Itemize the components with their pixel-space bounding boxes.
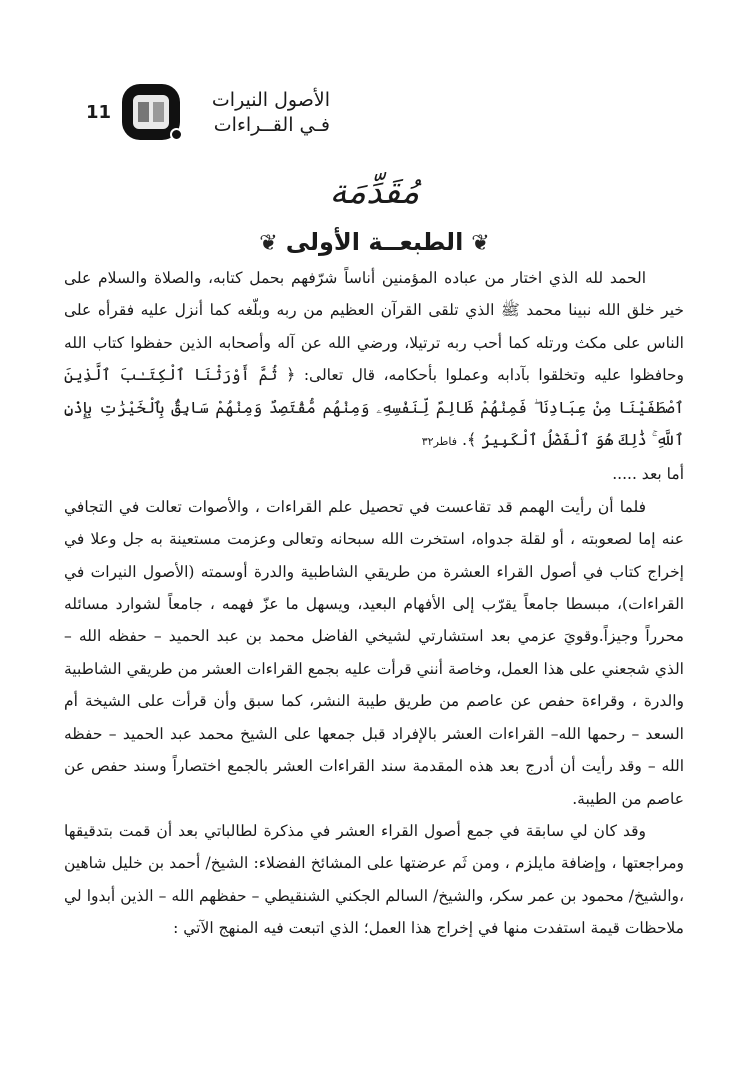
- verse-reference: فاطر٣٢: [421, 435, 458, 449]
- section-heading: مُقَدِّمَة: [329, 172, 420, 212]
- page-body: [64, 262, 684, 945]
- amma-baad-paragraph: أما بعد .....: [612, 465, 684, 484]
- book-title-line1: الأصول النيرات: [211, 89, 330, 111]
- book-title: [185, 88, 330, 138]
- book-logo-icon: [122, 84, 180, 140]
- page-header: [70, 78, 330, 148]
- edition-label: الطبعــة الأولى: [285, 228, 464, 256]
- ornament-right-icon: ❦: [471, 231, 490, 256]
- ornament-left-icon: ❦: [259, 231, 278, 256]
- quran-verse: ﴿ ثُمَّ أَوْرَثْنَا ٱلْكِتَـٰبَ ٱلَّذِينَ ٱصْطَفَيْنَا مِنْ عِبَادِنَا ۖ فَمِنْهُمْ ظَالِمٌ لِّنَفْسِهِۦ وَمِنْهُم مُّقْتَصِدٌ وَمِنْهُمْ سَابِقٌۢ بِٱلْخَيْرَٰتِ بِإِذْنِ ٱللَّهِ ۚ ذَٰلِكَ هُوَ ٱلْفَضْلُ ٱلْكَبِيرُ ﴾.: [64, 365, 684, 450]
- edition-heading: [0, 228, 749, 256]
- intro-paragraph: [64, 262, 684, 458]
- method-paragraph: وقد كان لي سابقة في جمع أصول القراء العشر في مذكرة لطالباتي بعد أن قمت بتدقيقها ومراجعتها ، وإضافة مايلزم ، ومن ثَم عرضتها على المشائخ الفضلاء: الشيخ/ أحمد بن خليل شاهين ،والشيخ/ محمود بن عمر سكر، والشيخ/ السالم الجكني الشنقيطي – حفظهم الله – الذين أبدوا لي ملاحظات قيمة استفدت منها في إخراج هذا العمل؛ الذي اتبعت فيه المنهج الآتي :: [64, 821, 684, 938]
- motivation-paragraph: فلما أن رأيت الهمم قد تقاعست في تحصيل علم القراءات ، والأصوات تعالت في التجافي عنه إما لصعوبته ، أو لقلة جدواه، استخرت الله سبحانه وتعالى وعزمت مستعينة به جل وعلا في إخراج كتاب في أصول القراء العشرة من طريقي الشاطبية والدرة أوسمته (الأصول النيرات في القراءات)، مبسطا جامعاً يقرّب إلى الأفهام البعيد، ويسهل ما عزّ فهمه ، جامعاً لشوارد مسائله محرراً وجيزاً.وقويَ عزمي بعد استشارتي لشيخي الفاضل محمد بن عبد الحميد – حفظه الله – الذي شجعني على هذا العمل، وخاصة أنني قرأت عليه بجمع القراءات العشر من طريقي الشاطبية والدرة ، وقراءة حفص عن عاصم من طريق طيبة النشر، كما سبق وأن قرأت على الشيخة أم السعد – رحمها الله– القراءات العشر بالإفراد قبل جمعها على الشيخ محمد عبد الحميد – حفظه الله – وقد رأيت أن أدرج بعد هذه المقدمة سند القراءات العشر بالجمع اختصاراً وسند حفص عن عاصم من الطيبة.: [64, 497, 684, 808]
- page-number: 11: [86, 102, 112, 123]
- book-title-line2: فـي القــراءات: [213, 114, 330, 136]
- intro-text: الحمد لله الذي اختار من عباده المؤمنين أناساً شرّفهم بحمل كتابه، والصلاة والسلام على خير خلق الله نبينا محمد ﷺ الذي تلقى القرآن العظيم من ربه وبلّغه كما أنزل عليه فقرأه على الناس على مكث ورتله كما أحب ربه ترتيلا، ورضي الله عن آله وأصحابه الذين حفظوا كتاب الله وحافظوا عليه وتخلقوا بآدابه وعملوا بأحكامه، قال تعالى:: [64, 269, 684, 385]
